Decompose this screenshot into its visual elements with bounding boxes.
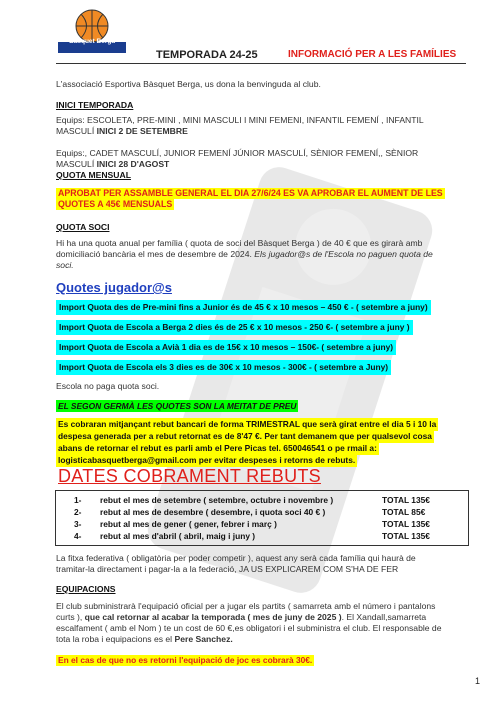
quota-mensual-heading: QUOTA MENSUAL (56, 170, 131, 180)
quota-item: Import Quota des de Pre-mini fins a Junior és de 45 € x 10 mesos – 450 € - ( setembre a juny) (56, 300, 431, 315)
group1-line1: Equips: ESCOLETA, PRE-MINI , MINI MASCULI I MINI FEMENI, INFANTIL FEMENÍ , INFANTIL (56, 115, 424, 125)
cobrament-line: despesa generada per a rebut retornat es de 8'47 €. Per tant demanem que per qualsevol cosa (58, 431, 432, 441)
equipacions-line2-suffix: . El Xandall,samarreta (341, 612, 427, 622)
row-total: TOTAL 135€ (382, 531, 430, 541)
cobrament-line: abans de retornar el rebut es parli amb el Pere Picas tel. 650046541 o pe rmail a: (58, 443, 377, 453)
equipacions-line2 (56, 612, 426, 623)
equipacions-return-note: que cal retornar al acabar la temporada ( mes de juny de 2025 ) (84, 612, 342, 622)
row-number: 1- (74, 495, 82, 505)
group2-line2 (56, 159, 169, 170)
row-total: TOTAL 135€ (382, 519, 430, 529)
row-description: rebut al mes de desembre ( desembre, i quota soci 40 € ) (100, 507, 326, 517)
group2-start-date: INICI 28 D'AGOST (96, 159, 170, 169)
equipacions-line4-prefix: tota la roba i equipacions es el (56, 634, 175, 644)
group2-line1: Equips:, CADET MASCULÍ, JUNIOR FEMENÍ JÚNIOR MASCULÍ, SÈNIOR FEMENÍ,, SÈNIOR (56, 148, 419, 158)
quota-mensual-line1: APROBAT PER ASSAMBLE GENERAL EL DIA 27/6/24 ES VA APROBAR EL AUMENT DE LES (58, 188, 443, 198)
quota-soci-line2-italic: Els jugador@s de l'Escola no paguen quota de (254, 249, 433, 259)
equipacions-line2-prefix: curts ), (56, 612, 85, 622)
row-description: rebut el mes de setembre ( setembre, octubre i novembre ) (100, 495, 334, 505)
equipacions-warning: En el cas de que no es retorni l'equipació de joc es cobrarà 30€. (58, 655, 313, 665)
group1-line2-prefix: MASCULÍ (56, 126, 97, 136)
table-row (56, 507, 468, 518)
second-sibling-note: EL SEGON GERMÀ LES QUOTES SON LA MEITAT DE PREU (58, 401, 297, 411)
row-total: TOTAL 85€ (382, 507, 426, 517)
quota-item: Import Quota de Escola a Avià 1 dia es de 15€ x 10 mesos – 150€- ( setembre a juny) (56, 340, 396, 355)
group1-start-date: INICI 2 DE SETEMBRE (96, 126, 188, 136)
quota-mensual-line2: QUOTES A 45€ MENSUALS (58, 199, 173, 209)
quota-soci-heading: QUOTA SOCI (56, 222, 110, 232)
info-title: INFORMACIÓ PER A LES FAMÍLIES (288, 49, 457, 60)
equipacions-responsible: Pere Sanchez. (174, 634, 233, 644)
equipacions-line4 (56, 634, 233, 645)
equipacions-heading: EQUIPACIONS (56, 584, 116, 594)
equipacions-line1: El club subministrarà l'equipació oficial per a jugar els partits ( samarreta amb el número i pantalons (56, 601, 436, 611)
dates-title: DATES COBRAMENT REBUTS (58, 466, 321, 486)
row-description: rebut al mes de gener ( gener, febrer i març ) (100, 519, 277, 529)
fitxa-line2: tramitar-la directament i pagar-la a la federació, JA US EXPLICAREM COM S'HA DE FER (56, 564, 399, 574)
equipacions-line3: escalfament ( amb el Nom ) te un cost de 60 €,es obligatori i el subministra el club. El responsable de (56, 623, 442, 633)
intro-text: L'associació Esportiva Bàsquet Berga, us dona la benvinguda al club. (56, 79, 321, 89)
quota-soci-line3: soci. (56, 260, 74, 270)
quota-item: Import Quota de Escola els 3 dies es de 30€ x 10 mesos - 300€ - ( setembre a Juny) (56, 360, 391, 375)
row-total: TOTAL 135€ (382, 495, 430, 505)
row-number: 4- (74, 531, 82, 541)
header-divider (56, 63, 466, 64)
page-number: 1 (475, 676, 481, 686)
row-number: 2- (74, 507, 82, 517)
group1-line2 (56, 126, 188, 137)
table-row (56, 519, 468, 530)
quota-soci-line1: Hi ha una quota anual per família ( quota de soci del Bàsquet Berga ) de 40 € que es girarà amb (56, 238, 423, 248)
inici-heading: INICI TEMPORADA (56, 100, 134, 110)
quotes-heading: Quotes jugador@s (56, 280, 172, 295)
escola-note: Escola no paga quota soci. (56, 381, 160, 391)
fitxa-line1: La fitxa federativa ( obligatòria per poder competir ), aquest any serà cada família qui haurà de (56, 553, 416, 563)
season-title: TEMPORADA 24-25 (156, 49, 258, 61)
quota-soci-line2-prefix: domiciliació bancària el mes de desembre de 2024. (56, 249, 255, 259)
dates-table (55, 490, 469, 546)
cobrament-line: Es cobraran mitjançant rebut bancari de forma TRIMESTRAL que serà girat entre el dia 5 i 10 la (58, 419, 437, 429)
row-number: 3- (74, 519, 82, 529)
row-description: rebut al mes d'abril ( abril, maig i juny ) (100, 531, 256, 541)
group2-line2-prefix: MASCULÍ (56, 159, 97, 169)
table-row (56, 495, 468, 506)
cobrament-line: logisticabasquetberga@gmail.com per evitar despeses i retorns de rebuts. (58, 455, 356, 465)
club-logo (56, 6, 128, 56)
logo-text: Bàsquet Berga (69, 38, 115, 45)
table-row (56, 531, 468, 542)
quota-item: Import Quota de Escola a Berga 2 dies és de 25 € x 10 mesos - 250 €- ( setembre a juny ) (56, 320, 413, 335)
quota-soci-line2 (56, 249, 433, 260)
